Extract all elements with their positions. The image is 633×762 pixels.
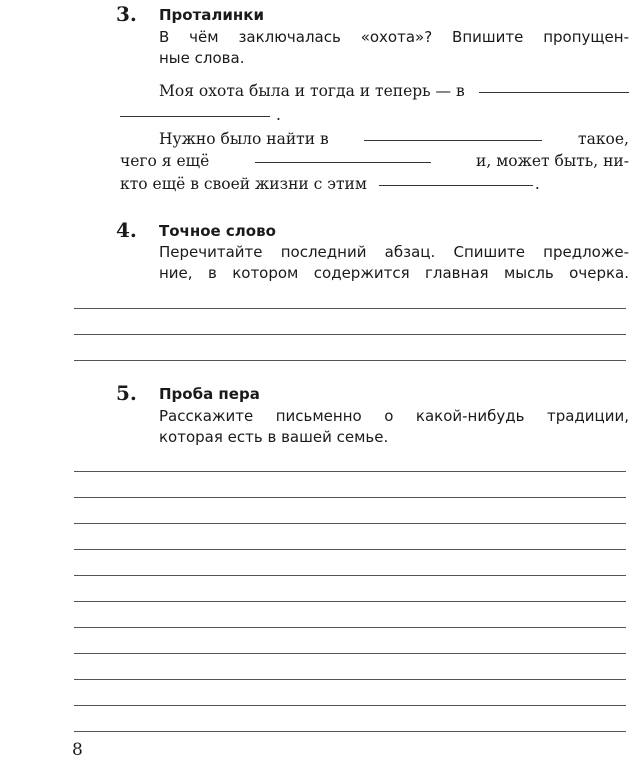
fill-line	[120, 173, 540, 195]
task-4-instruction	[159, 242, 629, 284]
answer-line[interactable]	[74, 601, 626, 602]
task-3-number: 3.	[116, 2, 137, 26]
answer-line[interactable]	[74, 575, 626, 576]
answer-line[interactable]	[74, 497, 626, 498]
blank-field[interactable]	[379, 184, 533, 186]
task-5-instruction-line: Расскажите письменно о какой-нибудь традиции,	[159, 407, 629, 425]
fill-line	[159, 80, 629, 102]
answer-line[interactable]	[74, 523, 626, 524]
task-3-instruction	[159, 27, 629, 69]
task-4-instruction-line: ние, в котором содержится главная мысль очерка.	[159, 264, 629, 282]
fill-text: и, может быть, ни-	[476, 152, 629, 170]
blank-field[interactable]	[120, 115, 270, 117]
fill-text: Моя охота была и тогда и теперь — в	[159, 82, 465, 100]
task-5-instruction-line: которая есть в вашей семье.	[159, 428, 389, 446]
fill-line	[159, 128, 629, 150]
fill-line	[120, 150, 629, 172]
answer-line[interactable]	[74, 549, 626, 550]
answer-line[interactable]	[74, 731, 626, 732]
blank-field[interactable]	[255, 161, 431, 163]
task-5-instruction	[159, 406, 629, 448]
fill-line	[120, 104, 281, 126]
fill-text: Нужно было найти в	[159, 130, 329, 148]
fill-text: такое,	[578, 130, 629, 148]
answer-line[interactable]	[74, 627, 626, 628]
task-5-number: 5.	[116, 381, 137, 405]
answer-line[interactable]	[74, 653, 626, 654]
fill-text: .	[276, 106, 281, 124]
answer-line[interactable]	[74, 308, 626, 309]
task-3-instruction-line: В чём заключалась «охота»? Впишите пропущен-	[159, 28, 629, 46]
answer-line[interactable]	[74, 334, 626, 335]
fill-text: чего я ещё	[120, 152, 210, 170]
task-5-title: Проба пера	[159, 385, 260, 403]
fill-text: кто ещё в своей жизни с этим	[120, 175, 367, 193]
answer-line[interactable]	[74, 471, 626, 472]
fill-text: .	[534, 175, 540, 193]
answer-line[interactable]	[74, 705, 626, 706]
task-3-instruction-line: ные слова.	[159, 49, 245, 67]
task-4-instruction-line: Перечитайте последний абзац. Спишите предложе-	[159, 243, 629, 261]
task-4-title: Точное слово	[159, 222, 276, 240]
task-3-title: Проталинки	[159, 6, 264, 24]
task-4-number: 4.	[116, 218, 137, 242]
page-number: 8	[72, 740, 83, 760]
answer-line[interactable]	[74, 679, 626, 680]
answer-line[interactable]	[74, 360, 626, 361]
blank-field[interactable]	[364, 139, 542, 141]
blank-field[interactable]	[479, 91, 629, 93]
